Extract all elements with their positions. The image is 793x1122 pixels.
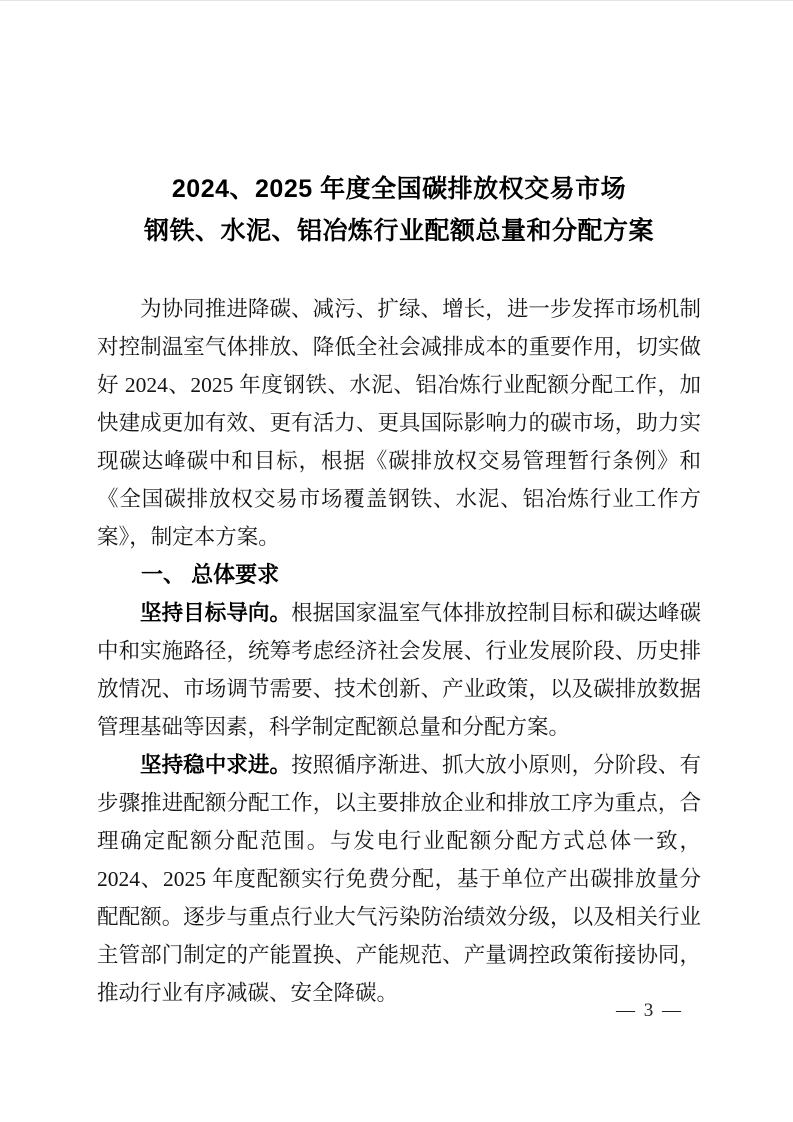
paragraph-steady-progress-text: 按照循序渐进、抓大放小原则，分阶段、有步骤推进配额分配工作，以主要排放企业和排放工序为重点，合理确定配额分配范围。与发电行业配额分配方式总体一致，2024、2025 年度配额实行免费分配，基于单位产出碳排放量分配配额。逐步与重点行业大气污染防治绩效分级，以及相关行业主管部门制定的产能置换、产能规范、产量调控政策衔接协同，推动行业有序减碳、安全降碳。 bbox=[97, 753, 701, 1005]
paragraph-goal-orientation-text: 根据国家温室气体排放控制目标和碳达峰碳中和实施路径，统筹考虑经济社会发展、行业发展阶段、历史排放情况、市场调节需要、技术创新、产业政策，以及碳排放数据管理基础等因素，科学制定配额总量和分配方案。 bbox=[97, 601, 701, 739]
page-number: — 3 — bbox=[616, 1000, 683, 1021]
section-heading-overall-requirements: 一、 总体要求 bbox=[141, 562, 280, 587]
paragraph-goal-orientation bbox=[97, 594, 701, 746]
paragraph-intro: 为协同推进降碳、减污、扩绿、增长，进一步发挥市场机制对控制温室气体排放、降低全社会减排成本的重要作用，切实做好 2024、2025 年度钢铁、水泥、铝冶炼行业配额分配工作，加快建成更加有效、更有活力、更具国际影响力的碳市场，助力实现碳达峰碳中和目标，根据《碳排放权交易管理暂行条例》和《全国碳排放权交易市场覆盖钢铁、水泥、铝冶炼行业工作方案》，制定本方案。 bbox=[97, 297, 701, 549]
paragraph-goal-orientation-lead: 坚持目标导向。 bbox=[140, 601, 292, 625]
document-title bbox=[97, 168, 701, 252]
paragraph-steady-progress-lead: 坚持稳中求进。 bbox=[140, 753, 292, 777]
document-title-line-2: 钢铁、水泥、铝冶炼行业配额总量和分配方案 bbox=[143, 217, 654, 245]
paragraph-steady-progress bbox=[97, 746, 701, 1012]
document-title-line-1: 2024、2025 年度全国碳排放权交易市场 bbox=[171, 175, 627, 203]
document-content bbox=[97, 168, 701, 1012]
